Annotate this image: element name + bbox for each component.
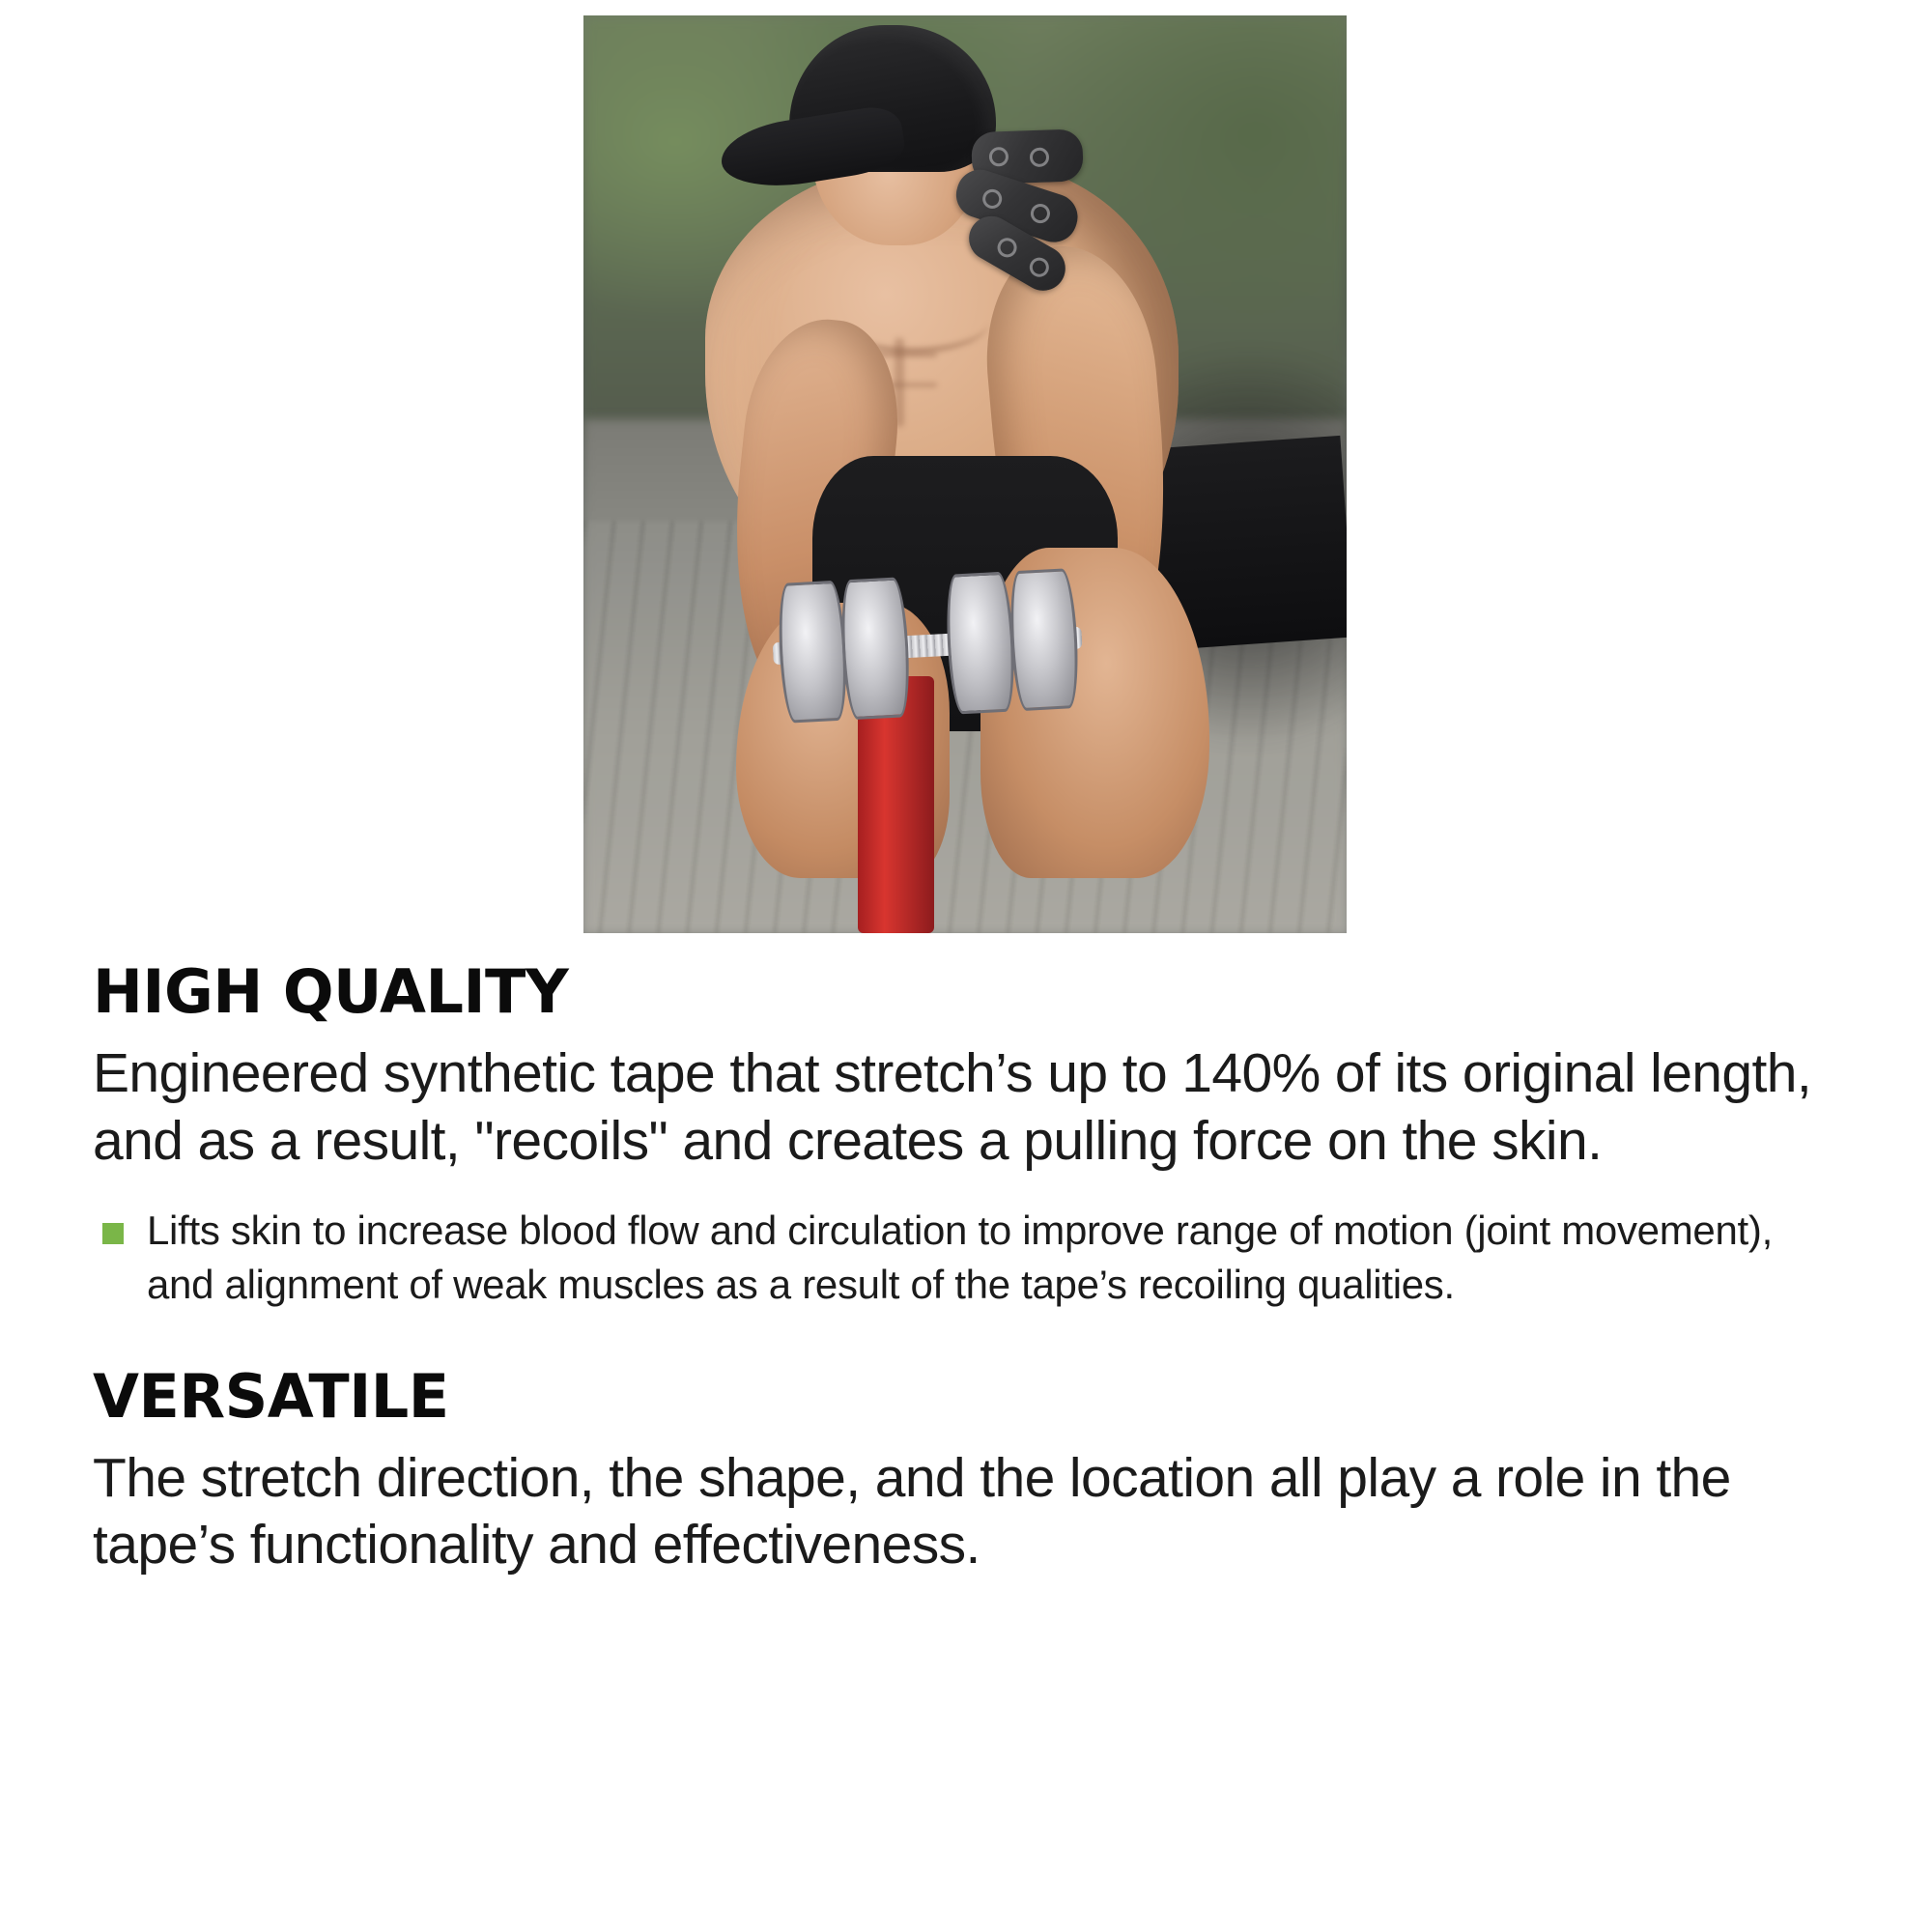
tape-logo-dot (980, 186, 1005, 211)
section-body-versatile: The stretch direction, the shape, and the location all play a role in the tape’s functionality and effectiveness. (93, 1446, 1731, 1577)
tape-logo-dot (990, 147, 1010, 167)
list-item-text: Lifts skin to increase blood flow and circulation to improve range of motion (joint movement), and alignment of weak muscles as a result of the tape’s recoiling qualities. (147, 1208, 1773, 1307)
tape-logo-dot (1027, 254, 1053, 280)
dumbbell (748, 557, 1106, 731)
tape-logo-dot (1029, 201, 1053, 225)
dumbbell-plate (945, 571, 1017, 714)
text-content (0, 956, 1932, 1579)
dumbbell-plate (839, 577, 912, 720)
square-bullet-icon (102, 1223, 124, 1244)
hero-image-frame (583, 15, 1347, 933)
spacer (93, 1311, 1839, 1361)
athlete-with-kinesiology-tape-photo (583, 15, 1347, 933)
dumbbell-plate (776, 580, 848, 723)
section-heading-versatile: VERSATILE (93, 1360, 449, 1432)
dumbbell-plate (1008, 568, 1080, 711)
section-heading-high-quality: HIGH QUALITY (93, 956, 569, 1027)
section-body-high-quality: Engineered synthetic tape that stretch’s up to 140% of its original length, and as a result, "recoils" and creates a pulling force on the skin. (93, 1042, 1812, 1172)
tape-logo-dot (1030, 147, 1050, 167)
list-item (93, 1204, 1839, 1311)
tape-logo-dot (995, 234, 1021, 260)
bullet-list-high-quality (93, 1204, 1839, 1311)
